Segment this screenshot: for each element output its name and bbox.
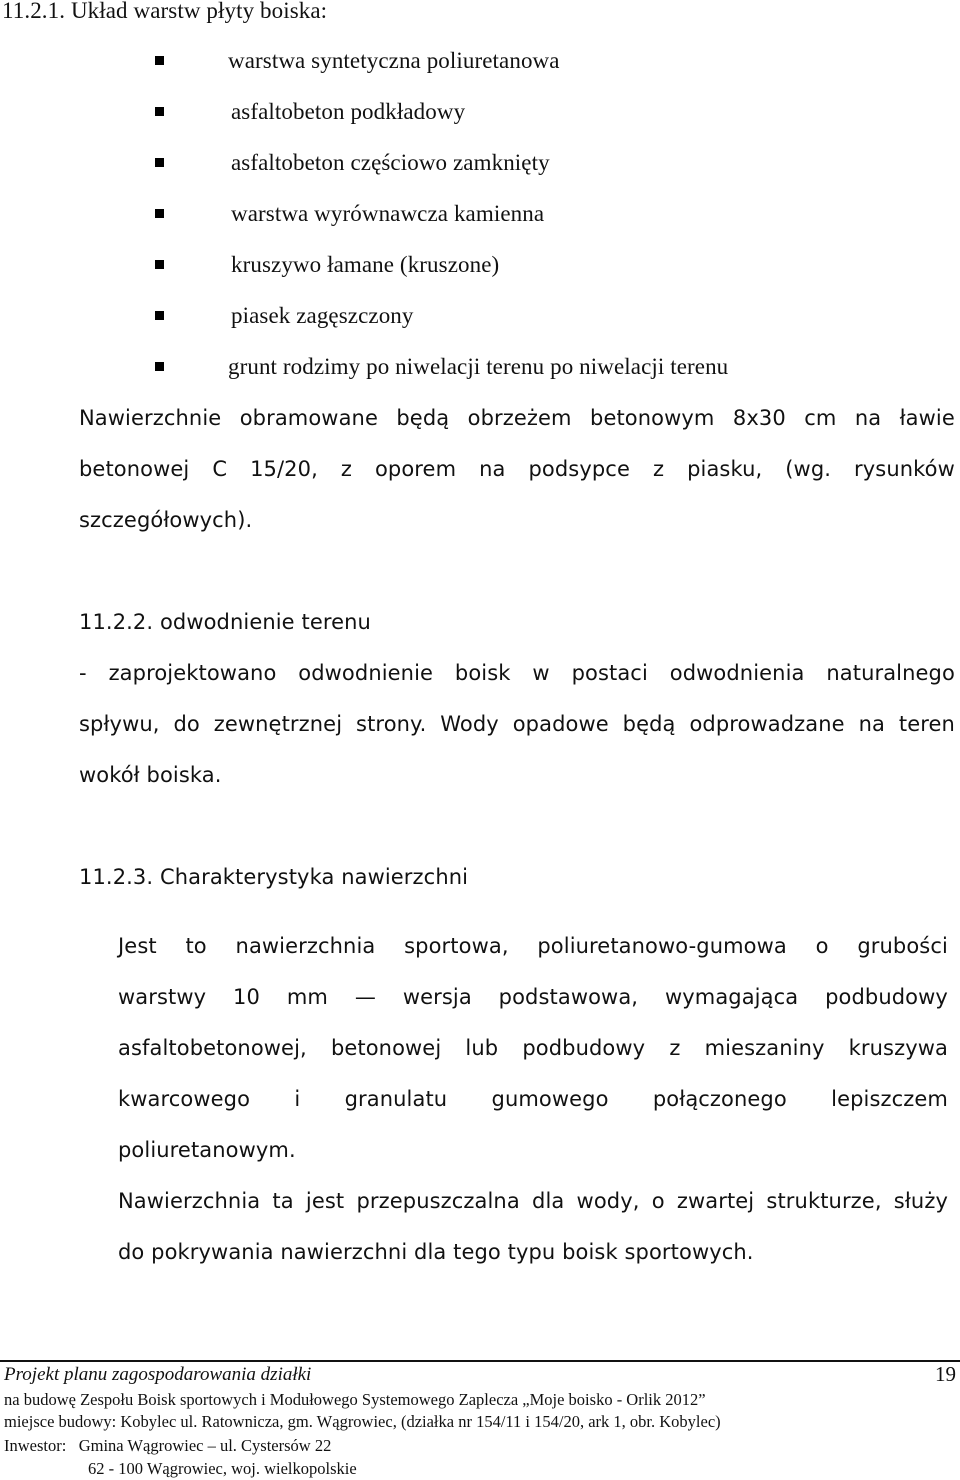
layer-item: asfaltobeton podkładowy (231, 99, 466, 124)
paragraph-line (79, 658, 955, 688)
word: mm (286, 985, 328, 1009)
bullet-icon (155, 209, 164, 218)
word: poliuretanowo-gumowa (537, 934, 787, 958)
word: połączonego (652, 1087, 787, 1111)
word: podbudowy (522, 1036, 646, 1060)
word: lepiszczem (831, 1087, 948, 1111)
word: warstwy (118, 985, 207, 1009)
word: do (173, 712, 200, 736)
word: - (79, 661, 87, 685)
word: strukturze, (766, 1189, 882, 1213)
paragraph-line (118, 931, 948, 961)
word: zewnętrznej (213, 712, 343, 736)
word: służy (893, 1189, 948, 1213)
word: będą (622, 712, 676, 736)
paragraph-line: szczegółowych). (79, 508, 253, 532)
word: o (651, 1189, 665, 1213)
word: w (532, 661, 550, 685)
paragraph-line (118, 1084, 948, 1114)
layer-item: warstwa syntetyczna poliuretanowa (228, 48, 560, 73)
paragraph-line: poliuretanowym. (118, 1138, 296, 1162)
word: betonowej (330, 1036, 442, 1060)
word: Wody (440, 712, 499, 736)
word: betonowej (79, 457, 190, 481)
word: o (815, 934, 829, 958)
layer-item: asfaltobeton częściowo zamknięty (231, 150, 550, 175)
word: podstawowa, (498, 985, 639, 1009)
word: cm (804, 406, 837, 430)
paragraph-line (118, 1033, 948, 1063)
word: wymagająca (664, 985, 799, 1009)
word: ta (272, 1189, 294, 1213)
bullet-icon (155, 362, 164, 371)
word: spływu, (79, 712, 160, 736)
word: na (854, 406, 882, 430)
section-heading-11-2-1: 11.2.1. Układ warstw płyty boiska: (2, 0, 328, 23)
word: przepuszczalna (356, 1189, 520, 1213)
word: grubości (857, 934, 948, 958)
word: sportowa, (404, 934, 509, 958)
layer-item: piasek zagęszczony (231, 303, 414, 328)
word: kruszywa (848, 1036, 948, 1060)
word: piasku, (687, 457, 763, 481)
bullet-icon (155, 56, 164, 65)
word: odwodnienie (298, 661, 434, 685)
paragraph-line (79, 454, 955, 484)
page-number: 19 (935, 1362, 956, 1386)
word: oporem (374, 457, 457, 481)
word: asfaltobetonowej, (118, 1036, 307, 1060)
word: podsypce (528, 457, 630, 481)
word: mieszaniny (704, 1036, 825, 1060)
word: strony. (356, 712, 427, 736)
word: i (294, 1087, 301, 1111)
word: obramowane (239, 406, 378, 430)
word: podbudowy (825, 985, 948, 1009)
footer-title: Projekt planu zagospodarowania działki (4, 1364, 312, 1385)
word: dla (532, 1189, 565, 1213)
bullet-icon (155, 107, 164, 116)
word: opadowe (512, 712, 609, 736)
word: kwarcowego (118, 1087, 251, 1111)
word: — (354, 985, 376, 1009)
word: 8x30 (732, 406, 786, 430)
word: lub (465, 1036, 499, 1060)
bullet-icon (155, 158, 164, 167)
word: to (185, 934, 207, 958)
section-heading-11-2-2: 11.2.2. odwodnienie terenu (79, 610, 371, 634)
word: Jest (118, 934, 157, 958)
layer-item: grunt rodzimy po niwelacji terenu po niwelacji terenu (228, 354, 729, 379)
word: na (479, 457, 506, 481)
word: rysunków (854, 457, 955, 481)
paragraph-line: do pokrywania nawierzchni dla tego typu boisk sportowych. (118, 1240, 754, 1264)
layer-item: warstwa wyrównawcza kamienna (231, 201, 545, 226)
paragraph-line (79, 403, 955, 433)
word: wersja (402, 985, 472, 1009)
word: postaci (571, 661, 648, 685)
word: zwartej (676, 1189, 755, 1213)
word: 15/20, (250, 457, 318, 481)
word: odprowadzane (689, 712, 845, 736)
word: z (669, 1036, 681, 1060)
word: będą (396, 406, 450, 430)
word: boisk (454, 661, 511, 685)
section-heading-11-2-3: 11.2.3. Charakterystyka nawierzchni (79, 865, 469, 889)
bullet-icon (155, 260, 164, 269)
word: Nawierzchnia (118, 1189, 261, 1213)
word: odwodnienia (669, 661, 805, 685)
word: jest (305, 1189, 345, 1213)
footer-investor-line: Inwestor: Gmina Wągrowiec – ul. Cystersów 22 (4, 1436, 332, 1455)
word: zaprojektowano (108, 661, 277, 685)
word: (wg. (785, 457, 832, 481)
word: ławie (899, 406, 955, 430)
footer-location-line: miejsce budowy: Kobylec ul. Ratownicza, gm. Wągrowiec, (działka nr 154/11 i 154/20, ark 1, obr. Kobylec) (4, 1412, 721, 1431)
paragraph-line (79, 709, 955, 739)
word: na (858, 712, 885, 736)
word: z (652, 457, 665, 481)
paragraph-line: wokół boiska. (79, 763, 222, 787)
word: naturalnego (826, 661, 955, 685)
footer-divider (0, 1360, 960, 1362)
word: wody, (576, 1189, 640, 1213)
word: Nawierzchnie (79, 406, 222, 430)
word: 10 (233, 985, 260, 1009)
word: teren (898, 712, 955, 736)
word: granulatu (344, 1087, 448, 1111)
paragraph-line (118, 1186, 948, 1216)
word: gumowego (491, 1087, 609, 1111)
footer-project-line: na budowę Zespołu Boisk sportowych i Modułowego Systemowego Zaplecza „Moje boisko - Orlik 2012” (4, 1390, 706, 1409)
bullet-icon (155, 311, 164, 320)
word: obrzeżem (467, 406, 572, 430)
word: z (340, 457, 352, 481)
layer-item: kruszywo łamane (kruszone) (231, 252, 500, 277)
footer-address-line: 62 - 100 Wągrowiec, woj. wielkopolskie (88, 1459, 357, 1478)
word: betonowym (590, 406, 715, 430)
word: C (212, 457, 228, 481)
word: nawierzchnia (235, 934, 376, 958)
paragraph-line (118, 982, 948, 1012)
